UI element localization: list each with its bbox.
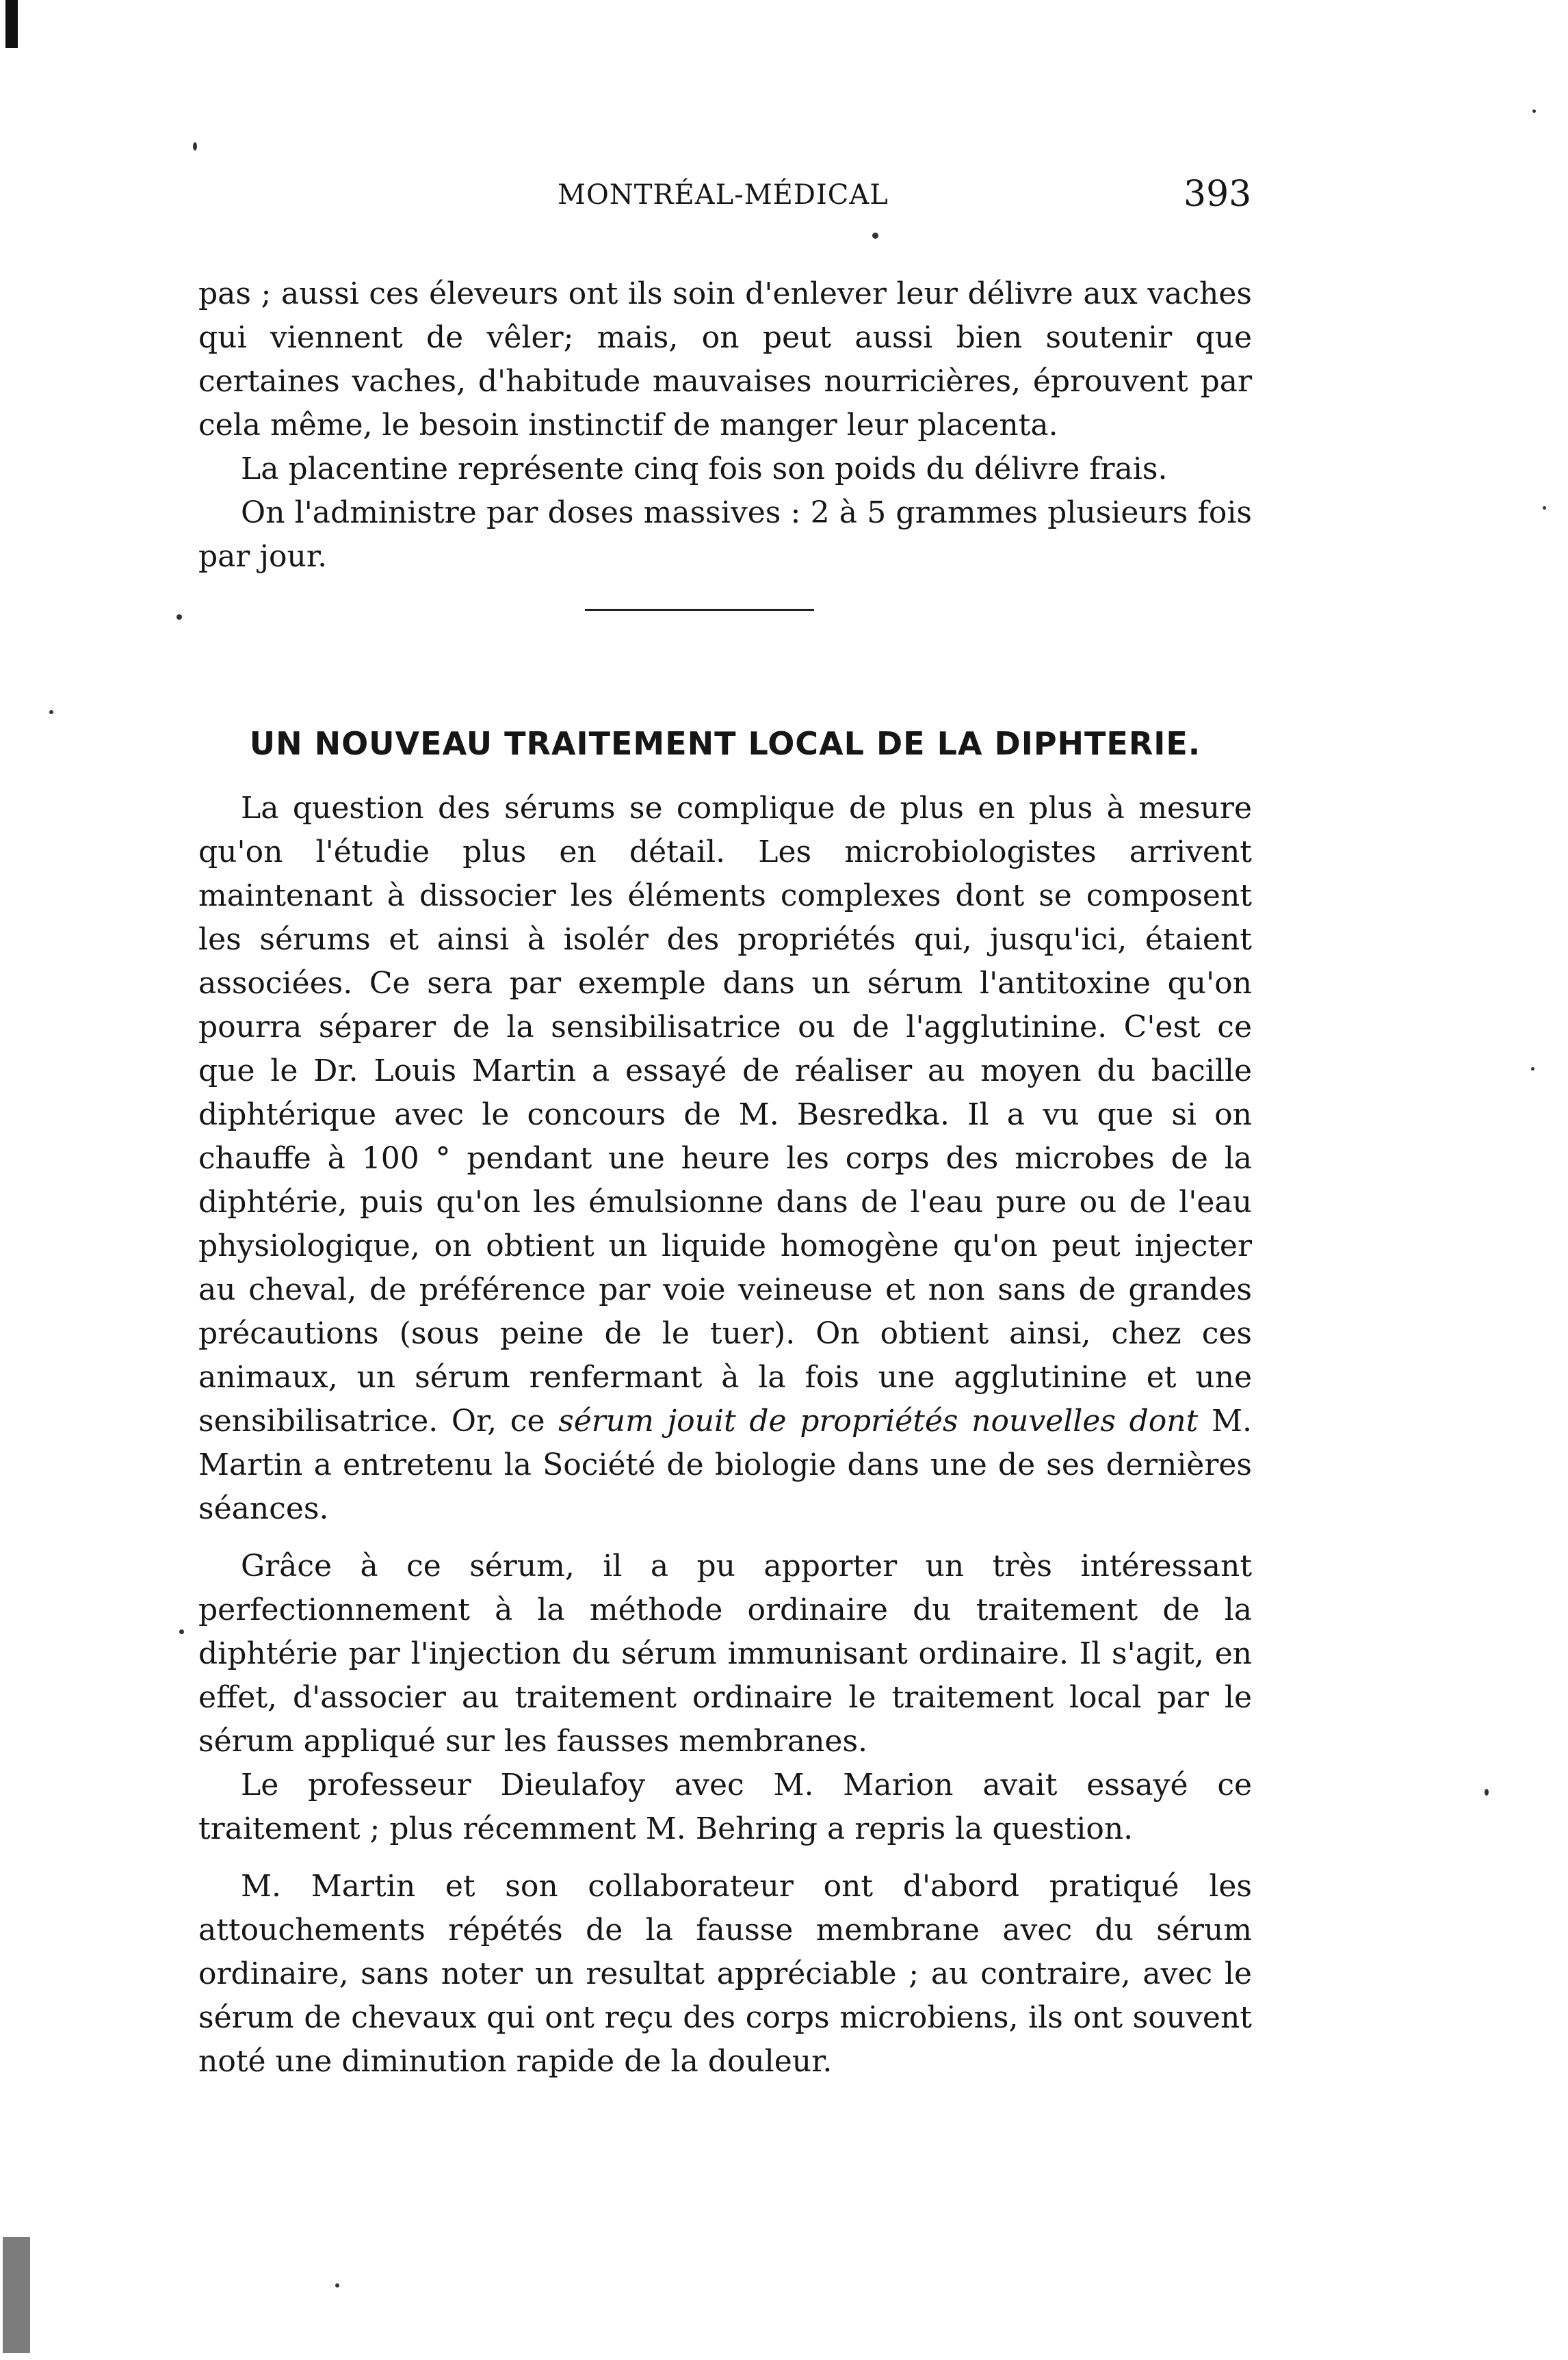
scan-speck (335, 2283, 339, 2287)
scan-speck (177, 614, 182, 620)
paragraph-text: La question des sérums se complique de plus en plus à mesure qu'on l'étudie plus en détail. Les microbiologistes arrivent maintenant à dissocier les éléments complexes dont se composent les sérums et ainsi à isolér des propriétés qui, jusqu'ici, étaient associées. Ce sera par exemple dans un sérum l'antitoxine qu'on pourra séparer de la sensibilisatrice ou de l'agglutinine. C'est ce que le Dr. Louis Martin a essayé de réaliser au moyen du bacille diphtérique avec le concours de M. Besredka. Il a vu que si on chauffe à 100 ° pendant une heure les corps des microbes de la diphtérie, puis qu'on les émulsionne dans de l'eau pure ou de l'eau physiologique, on obtient un liquide homogène qu'on peut injecter au cheval, de préférence par voie veineuse et non sans de grandes précautions (sous peine de le tuer). On obtient ainsi, chez ces animaux, un sérum renfermant à la fois une agglutinine et une sensibilisatrice. Or, ce (198, 791, 1252, 1439)
page-number: 393 (1184, 174, 1252, 215)
paragraph: Le professeur Dieulafoy avec M. Marion avait essayé ce traitement ; plus récemment M. Behring a repris la question. (198, 1768, 1252, 1846)
paragraph: M. Martin et son collaborateur ont d'abord pratiqué les attouchements répétés de la fausse membrane avec du sérum ordinaire, sans noter un resultat appréciable ; au contraire, avec le sérum de chevaux qui ont reçu des corps microbiens, ils ont souvent noté une diminution rapide de la douleur. (198, 1869, 1252, 2079)
scan-speck (179, 1629, 184, 1634)
binding-edge-mark-top (5, 0, 18, 48)
paragraph-text: M. Martin a entretenu la Société de biologie dans une de ses dernières séances. (198, 1404, 1252, 1526)
paragraph: pas ; aussi ces éleveurs ont ils soin d'enlever leur délivre aux vaches qui viennent de vêler; mais, on peut aussi bien soutenir que certaines vaches, d'habitude mauvaises nourricières, éprouvent par cela même, le besoin instinctif de manger leur placenta. (198, 276, 1252, 443)
scan-speck (49, 710, 53, 714)
binding-edge-mark-bottom (3, 2237, 30, 2353)
running-header (0, 174, 1568, 220)
paragraph (198, 787, 1252, 1531)
scan-speck (1543, 506, 1546, 510)
paragraph: On l'administre par doses massives : 2 à 5 grammes plusieurs fois par jour. (198, 495, 1252, 574)
continued-text-section (198, 272, 1252, 579)
scan-speck (1485, 1789, 1489, 1796)
scan-speck (1532, 109, 1536, 113)
running-title: MONTRÉAL-MÉDICAL (558, 179, 889, 211)
scan-speck (872, 233, 878, 239)
article-body (198, 787, 1252, 2084)
paragraph: Grâce à ce sérum, il a pu apporter un très intéressant perfectionnement à la méthode ordinaire du traitement de la diphtérie par l'injection du sérum immunisant ordinaire. Il s'agit, en effet, d'associer au traitement ordinaire le traitement local par le sérum appliqué sur les fausses membranes. (198, 1549, 1252, 1759)
paragraph: La placentine représente cinq fois son poids du délivre frais. (241, 451, 1168, 486)
section-separator-rule (585, 609, 814, 611)
article-title: UN NOUVEAU TRAITEMENT LOCAL DE LA DIPHTERIE. (249, 725, 1201, 763)
scan-speck (193, 142, 197, 150)
paragraph-italic-text: sérum jouit de propriétés nouvelles dont (558, 1404, 1199, 1439)
scan-speck (1531, 1067, 1534, 1071)
